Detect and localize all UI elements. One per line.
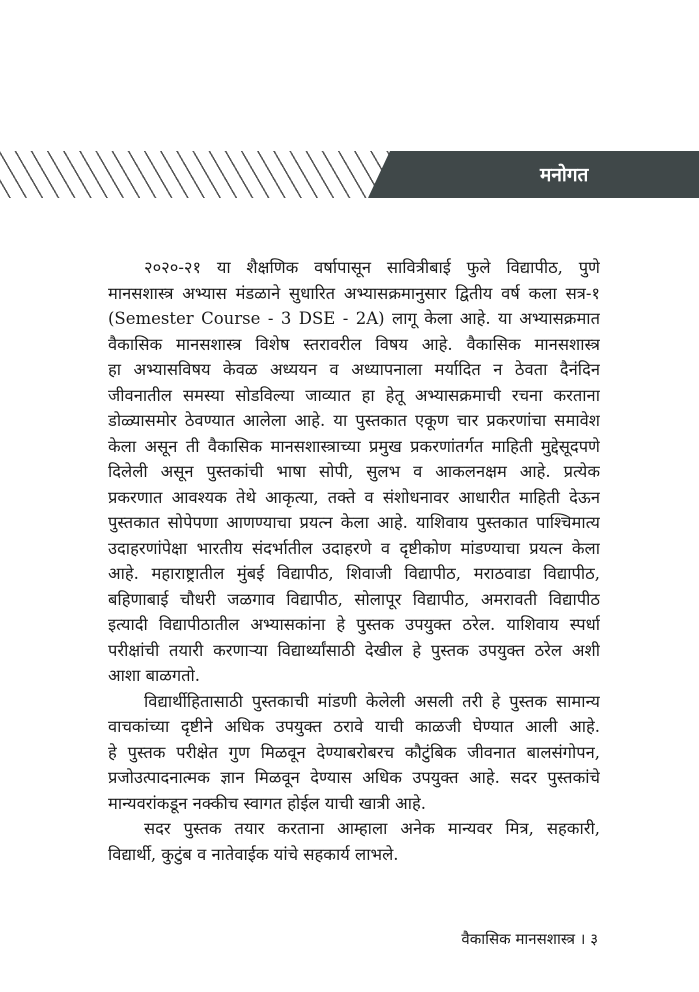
- text-line: पुस्तकात सोपेपणा आणण्याचा प्रयत्न केला आहे. याशिवाय पुस्तकात पाश्चिमात्य: [108, 513, 600, 532]
- title-band: [368, 151, 699, 198]
- text-line: केला असून ती वैकासिक मानसशास्त्राच्या प्रमुख प्रकरणांतर्गत माहिती मुद्देसूदपणे: [108, 436, 600, 456]
- text-line: मान्यवरांकडून नक्कीच स्वागत होईल याची खात्री आहे.: [108, 793, 426, 813]
- text-line: परीक्षांची तयारी करणाऱ्या विद्यार्थ्यांसाठी देखील हे पुस्तक उपयुक्त ठरेल अशी: [108, 640, 600, 660]
- text-line: हे पुस्तक परीक्षेत गुण मिळवून देण्याबरोबरच कौटुंबिक जीवनात बालसंगोपन,: [108, 742, 600, 762]
- text-line: (Semester Course - 3 DSE - 2A) लागू केला आहे. या अभ्यासक्रमात: [108, 309, 600, 328]
- text-line: वैकासिक मानसशास्त्र विशेष स्तरावरील विषय आहे. वैकासिक मानसशास्त्र: [108, 334, 600, 354]
- text-line: इत्यादी विद्यापीठातील अभ्यासकांना हे पुस्तक उपयुक्त ठरेल. याशिवाय स्पर्धा: [108, 615, 600, 634]
- text-line: विद्यार्थीहितासाठी पुस्तकाची मांडणी केलेली असली तरी हे पुस्तक सामान्य: [144, 691, 600, 711]
- text-line: मानसशास्त्र अभ्यास मंडळाने सुधारित अभ्यासक्रमानुसार द्वितीय वर्ष कला सत्र-१: [108, 283, 600, 303]
- text-line: बहिणाबाई चौधरी जळगाव विद्यापीठ, सोलापूर विद्यापीठ, अमरावती विद्यापीठ: [108, 589, 600, 609]
- text-line: आहे. महाराष्ट्रातील मुंबई विद्यापीठ, शिवाजी विद्यापीठ, मराठवाडा विद्यापीठ,: [108, 564, 600, 583]
- text-line: डोळ्यासमोर ठेवण्यात आलेला आहे. या पुस्तकात एकूण चार प्रकरणांचा समावेश: [108, 411, 600, 430]
- text-line: सदर पुस्तक तयार करताना आम्हाला अनेक मान्यवर मित्र, सहकारी,: [144, 819, 600, 838]
- text-line: उदाहरणांपेक्षा भारतीय संदर्भातील उदाहरणे व दृष्टीकोण मांडण्याचा प्रयत्न केला: [108, 538, 600, 558]
- text-line: हा अभ्यासविषय केवळ अध्ययन व अध्यापनाला मर्यादित न ठेवता दैनंदिन: [108, 360, 600, 379]
- text-line: २०२०-२१ या शैक्षणिक वर्षापासून सावित्रीबाई फुले विद्यापीठ, पुणे: [144, 258, 600, 277]
- text-line: आशा बाळगतो.: [108, 666, 201, 685]
- text-line: प्रकरणात आवश्यक तेथे आकृत्या, तक्ते व संशोधनावर आधारीत माहिती देऊन: [108, 487, 600, 507]
- text-line: वाचकांच्या दृष्टीने अधिक उपयुक्त ठरावे याची काळजी घेण्यात आली आहे.: [108, 717, 600, 736]
- body-text: [108, 255, 600, 867]
- section-title: मनोगत: [540, 164, 589, 186]
- text-line: दिलेली असून पुस्तकांची भाषा सोपी, सुलभ व आकलनक्षम आहे. प्रत्येक: [108, 462, 600, 481]
- page-footer: वैकासिक मानसशास्त्र । ३: [461, 930, 598, 948]
- text-line: प्रजोउत्पादनात्मक ज्ञान मिळवून देण्यास अधिक उपयुक्त आहे. सदर पुस्तकांचे: [108, 768, 600, 787]
- text-line: जीवनातील समस्या सोडविल्या जाव्यात हा हेतू अभ्यासक्रमाची रचना करताना: [108, 385, 600, 405]
- section-banner: [0, 151, 699, 198]
- text-line: विद्यार्थी, कुटुंब व नातेवाईक यांचे सहकार्य लाभले.: [108, 844, 399, 864]
